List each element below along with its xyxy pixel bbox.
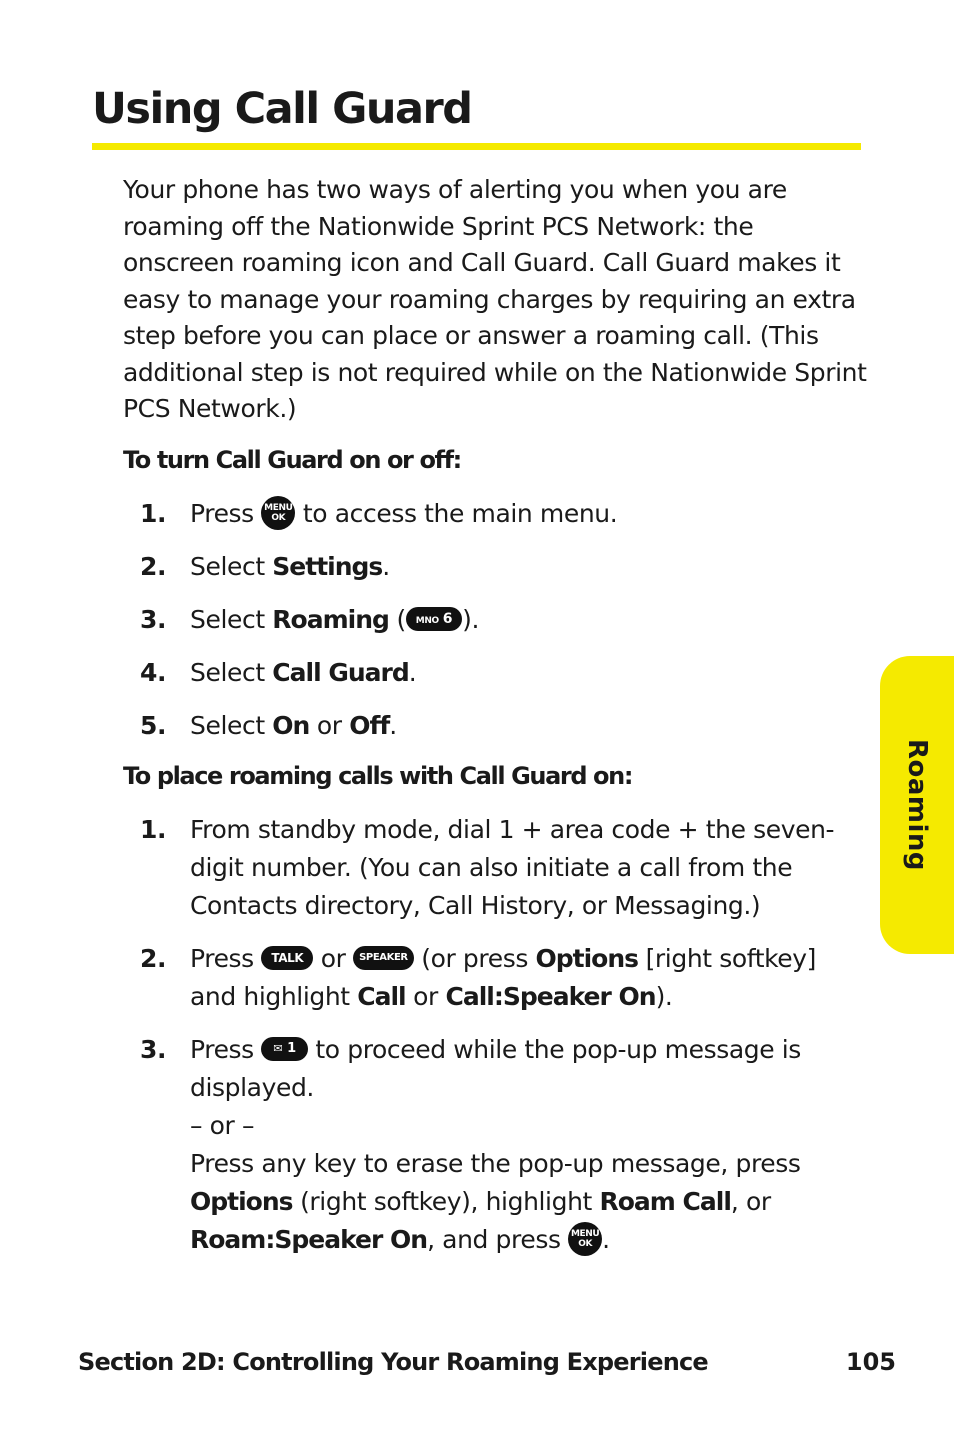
intro-paragraph: Your phone has two ways of alerting you when you are roaming off the Nationwide Sprint PCS Network: the onscreen roaming icon and Call Guard. Call Guard makes it easy to manage your roaming charges by requiring an extra step before you can place or answer a roaming call. (This additional step is not required while on the Nationwide Sprint PCS Network.) — [123, 175, 867, 423]
page-title: Using Call Guard — [92, 84, 472, 134]
menu-roaming-label: Roaming — [272, 605, 389, 634]
envelope-one-key-icon: ✉ 1 — [261, 1037, 307, 1061]
menu-ok-key-icon: MENU OK — [568, 1222, 602, 1256]
section-heading-turn-on-off: To turn Call Guard on or off: — [123, 446, 461, 474]
speaker-key-icon: SPEAKER — [353, 946, 414, 970]
step-number: 1. — [140, 499, 167, 528]
list-item: 2. Press TALK or SPEAKER (or press Options [right softkey] and highlight Call or Call:Speaker On). — [140, 944, 817, 1011]
section-heading-place-calls: To place roaming calls with Call Guard on: — [123, 762, 633, 790]
page-number: 105 — [845, 1348, 896, 1376]
talk-key-icon: TALK — [261, 946, 313, 970]
list-item: 4. Select Call Guard. — [140, 658, 417, 687]
list-item: 2. Select Settings. — [140, 552, 390, 581]
list-item: 5. Select On or Off. — [140, 711, 397, 740]
side-tab — [880, 656, 954, 954]
list-item: 1. From standby mode, dial 1 + area code + the seven-digit number. (You can also initiate a call from the Contacts directory, Call History, or Messaging.) — [140, 815, 835, 920]
option-off-label: Off — [349, 711, 390, 740]
list-item: 3. Select Roaming ( MNO 6 ). — [140, 605, 479, 634]
title-underline — [92, 143, 861, 150]
footer-section-title: Section 2D: Controlling Your Roaming Experience — [78, 1348, 708, 1376]
menu-ok-key-icon: MENU OK — [261, 496, 295, 530]
menu-settings-label: Settings — [272, 552, 383, 581]
six-key-icon: MNO 6 — [406, 607, 462, 631]
list-item: 1. Press MENU OK to access the main menu. — [140, 495, 860, 533]
menu-call-guard-label: Call Guard — [272, 658, 409, 687]
option-on-label: On — [272, 711, 310, 740]
side-tab-label: Roaming — [902, 738, 932, 872]
list-item: 3. Press ✉ 1 to proceed while the pop-up message is displayed. – or – Press any key to erase the pop-up message, press Options (right softkey), highlight Roam Call, or Roam:Speaker On, and press MENU OK . — [140, 1035, 801, 1254]
